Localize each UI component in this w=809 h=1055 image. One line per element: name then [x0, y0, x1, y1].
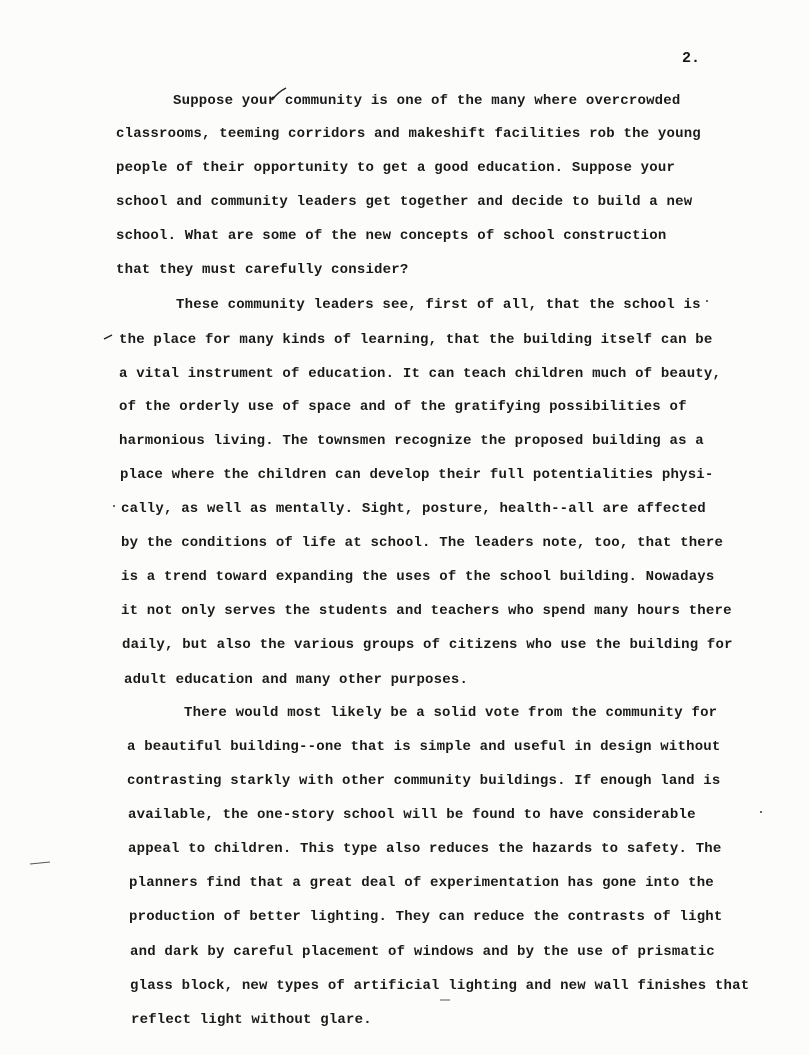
text-line: place where the children can develop their full potentialities physi- — [120, 467, 714, 483]
pen-mark — [104, 335, 112, 339]
text-line: Suppose your community is one of the many where overcrowded — [173, 93, 681, 109]
text-line: appeal to children. This type also reduces the hazards to safety. The — [128, 841, 722, 857]
text-line: by the conditions of life at school. The leaders note, too, that there — [121, 535, 724, 551]
text-line: the place for many kinds of learning, that the building itself can be — [119, 332, 713, 348]
text-line: harmonious living. The townsmen recognize the proposed building as a — [119, 433, 704, 449]
text-line: school. What are some of the new concepts of school construction — [116, 228, 667, 244]
text-line: classrooms, teeming corridors and makeshift facilities rob the young — [116, 126, 701, 142]
text-line: daily, but also the various groups of citizens who use the building for — [122, 637, 733, 653]
text-line: planners find that a great deal of experimentation has gone into the — [129, 875, 714, 891]
text-line: contrasting starkly with other community buildings. If enough land is — [127, 773, 721, 789]
text-line: production of better lighting. They can reduce the contrasts of light — [129, 909, 723, 925]
text-line: and dark by careful placement of windows and by the use of prismatic — [130, 944, 715, 960]
text-line: cally, as well as mentally. Sight, posture, health--all are affected — [121, 501, 706, 517]
text-line: available, the one-story school will be found to have considerable — [128, 807, 696, 823]
text-line: people of their opportunity to get a good education. Suppose your — [116, 160, 676, 176]
text-line: of the orderly use of space and of the gratifying possibilities of — [119, 399, 687, 415]
text-line: that they must carefully consider? — [116, 262, 409, 278]
speck — [113, 505, 115, 507]
text-line: reflect light without glare. — [131, 1012, 372, 1028]
text-line: There would most likely be a solid vote from the community for — [184, 705, 718, 721]
text-line: glass block, new types of artificial lighting and new wall finishes that — [130, 978, 750, 994]
text-line: is a trend toward expanding the uses of the school building. Nowadays — [121, 569, 715, 585]
text-line: a vital instrument of education. It can teach children much of beauty, — [119, 366, 722, 382]
text-line: These community leaders see, first of all, that the school is — [176, 297, 701, 313]
text-line: a beautiful building--one that is simple and useful in design without — [127, 739, 721, 755]
text-line: school and community leaders get together and decide to build a new — [116, 194, 693, 210]
text-line: adult education and many other purposes. — [124, 672, 469, 688]
speck — [30, 862, 50, 864]
speck — [706, 300, 708, 302]
text-line: it not only serves the students and teachers who spend many hours there — [121, 603, 732, 619]
speck — [760, 811, 762, 813]
page-number: 2. — [682, 50, 701, 67]
